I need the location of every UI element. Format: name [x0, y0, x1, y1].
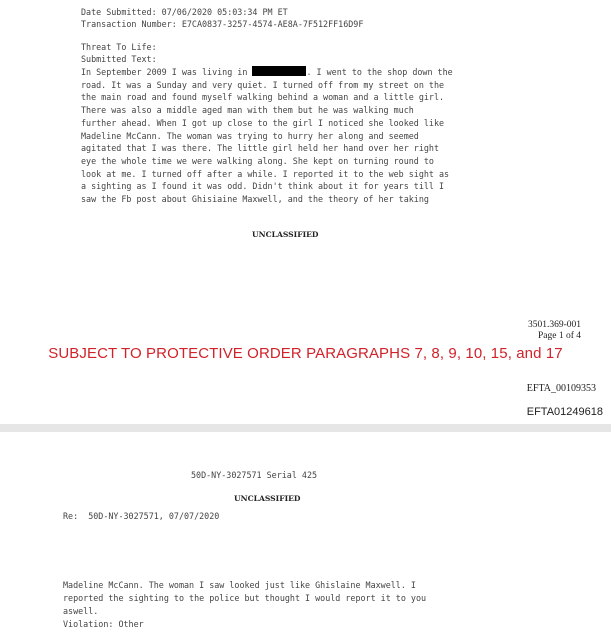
body-line: saw the Fb post about Ghisiaine Maxwell, and the theory of her taking	[81, 194, 429, 205]
body-line: There was also a middle aged man with them but he was walking much	[81, 105, 414, 116]
document-number: 3501.369-001	[527, 320, 581, 330]
body-line: road. It was a Sunday and very quiet. I turned off from my street on the	[81, 79, 445, 90]
re-line: Re: 50D-NY-3027571, 07/07/2020	[63, 511, 220, 521]
violation-line: Violation: Other	[63, 619, 144, 629]
date-submitted: Date Submitted: 07/06/2020 05:03:34 PM ET	[81, 7, 288, 17]
body-line: further ahead. When I got up close to the girl I noticed she looked like	[81, 117, 445, 128]
efta-id-1: EFTA_00109353	[526, 383, 596, 394]
efta-id-2: EFTA01249618	[526, 406, 603, 418]
body-line: Madeline McCann. The woman was trying to hurry her along and seemed	[81, 130, 419, 141]
classification-marking: UNCLASSIFIED	[252, 230, 319, 239]
page-separator	[0, 424, 611, 432]
body-line: eye the whole time we were walking along. She kept on turning round to	[81, 155, 434, 166]
serial-number: 50D-NY-3027571 Serial 425	[191, 470, 318, 480]
body-line: aswell.	[63, 606, 99, 616]
body-line: agitated that I was there. The little girl held her hand over her right	[81, 143, 439, 154]
body-line-start: In September 2009 I was living in	[81, 67, 253, 77]
body-line: the main road and found myself walking behind a woman and a little girl.	[81, 92, 445, 103]
document-page-2	[0, 432, 611, 639]
body-line: reported the sighting to the police but thought I would report it to you	[63, 593, 427, 603]
redaction-block	[252, 66, 306, 76]
transaction-number: Transaction Number: E7CA0837-3257-4574-AE8A-7F512FF16D9F	[81, 19, 364, 29]
threat-label: Threat To Life:	[81, 42, 157, 52]
page-number: Page 1 of 4	[537, 331, 581, 341]
body-line: look at me. I turned off after a while. I reported it to the web sight as	[81, 168, 450, 179]
classification-marking: UNCLASSIFIED	[234, 494, 301, 503]
body-line	[81, 66, 493, 79]
body-line: a sighting as I found it was odd. Didn't think about it for years till I	[81, 181, 445, 192]
submitted-text-label: Submitted Text:	[81, 54, 157, 64]
protective-order-notice: SUBJECT TO PROTECTIVE ORDER PARAGRAPHS 7, 8, 9, 10, 15, and 17	[48, 345, 563, 362]
body-line: Madeline McCann. The woman I saw looked just like Ghislaine Maxwell. I	[63, 580, 416, 590]
submitted-text-body	[81, 66, 493, 206]
body-line-end: . I went to the shop down the	[306, 67, 453, 77]
